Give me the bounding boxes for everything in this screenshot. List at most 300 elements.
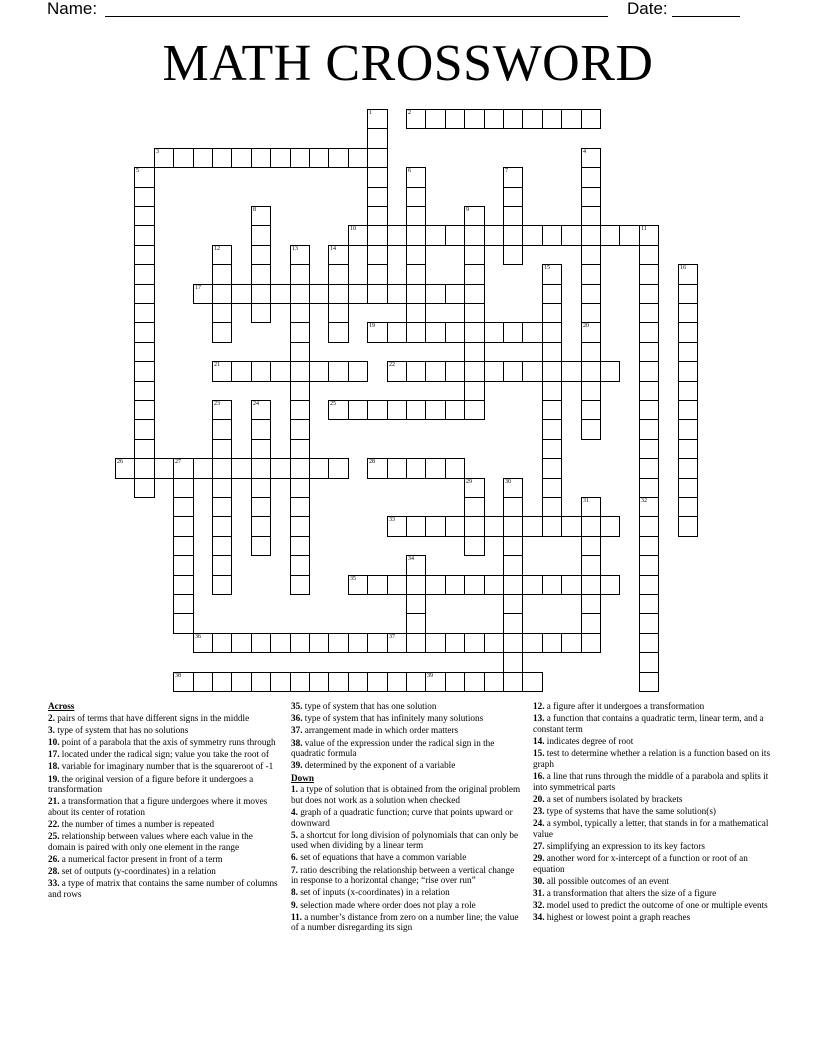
crossword-cell[interactable] — [561, 516, 582, 537]
crossword-cell[interactable] — [581, 148, 601, 168]
crossword-cell[interactable] — [639, 594, 659, 614]
crossword-cell[interactable] — [464, 245, 485, 265]
crossword-cell[interactable] — [367, 672, 388, 692]
crossword-cell[interactable] — [367, 633, 388, 653]
crossword-cell[interactable] — [425, 400, 446, 420]
crossword-cell[interactable] — [367, 284, 388, 304]
crossword-cell[interactable] — [542, 419, 562, 440]
crossword-cell[interactable] — [542, 303, 562, 323]
crossword-cell[interactable] — [406, 322, 426, 343]
crossword-cell[interactable] — [639, 613, 659, 634]
crossword-cell[interactable] — [212, 284, 232, 304]
crossword-cell[interactable] — [270, 284, 291, 304]
crossword-cell[interactable] — [639, 225, 659, 246]
crossword-cell[interactable] — [445, 575, 465, 595]
crossword-cell[interactable] — [367, 458, 388, 479]
crossword-cell[interactable] — [212, 400, 232, 420]
crossword-cell[interactable] — [367, 187, 388, 207]
crossword-cell[interactable] — [387, 633, 407, 653]
crossword-cell[interactable] — [561, 225, 582, 246]
crossword-cell[interactable] — [251, 536, 271, 556]
crossword-cell[interactable] — [639, 458, 659, 479]
crossword-cell[interactable] — [134, 187, 155, 207]
crossword-cell[interactable] — [464, 672, 485, 692]
crossword-cell[interactable] — [387, 284, 407, 304]
crossword-cell[interactable] — [212, 672, 232, 692]
crossword-cell[interactable] — [290, 381, 310, 401]
crossword-cell[interactable] — [406, 303, 426, 323]
crossword-cell[interactable] — [367, 109, 388, 129]
crossword-cell[interactable] — [522, 672, 543, 692]
crossword-cell[interactable] — [134, 381, 155, 401]
crossword-cell[interactable] — [212, 439, 232, 459]
crossword-cell[interactable] — [173, 516, 194, 537]
crossword-cell[interactable] — [367, 575, 388, 595]
crossword-cell[interactable] — [134, 478, 155, 498]
crossword-cell[interactable] — [367, 148, 388, 168]
crossword-cell[interactable] — [445, 516, 465, 537]
crossword-cell[interactable] — [328, 458, 349, 479]
crossword-cell[interactable] — [639, 400, 659, 420]
crossword-cell[interactable] — [251, 303, 271, 323]
crossword-cell[interactable] — [425, 516, 446, 537]
crossword-cell[interactable] — [425, 225, 446, 246]
crossword-cell[interactable] — [406, 400, 426, 420]
crossword-cell[interactable] — [173, 555, 194, 576]
crossword-cell[interactable] — [678, 264, 698, 285]
crossword-cell[interactable] — [212, 264, 232, 285]
crossword-cell[interactable] — [134, 225, 155, 246]
crossword-cell[interactable] — [270, 672, 291, 692]
crossword-cell[interactable] — [503, 516, 523, 537]
crossword-cell[interactable] — [503, 206, 523, 226]
crossword-cell[interactable] — [639, 361, 659, 382]
crossword-cell[interactable] — [173, 458, 194, 479]
crossword-cell[interactable] — [290, 672, 310, 692]
crossword-cell[interactable] — [154, 458, 174, 479]
crossword-cell[interactable] — [348, 361, 368, 382]
crossword-cell[interactable] — [600, 225, 620, 246]
crossword-cell[interactable] — [290, 516, 310, 537]
crossword-cell[interactable] — [542, 264, 562, 285]
crossword-cell[interactable] — [387, 400, 407, 420]
crossword-cell[interactable] — [173, 594, 194, 614]
crossword-cell[interactable] — [231, 361, 252, 382]
crossword-cell[interactable] — [581, 497, 601, 517]
crossword-cell[interactable] — [581, 594, 601, 614]
crossword-cell[interactable] — [212, 575, 232, 595]
crossword-cell[interactable] — [639, 672, 659, 692]
crossword-cell[interactable] — [387, 225, 407, 246]
crossword-cell[interactable] — [425, 672, 446, 692]
crossword-cell[interactable] — [251, 400, 271, 420]
crossword-cell[interactable] — [367, 225, 388, 246]
crossword-cell[interactable] — [522, 225, 543, 246]
crossword-cell[interactable] — [348, 633, 368, 653]
crossword-cell[interactable] — [464, 400, 485, 420]
crossword-cell[interactable] — [406, 516, 426, 537]
crossword-cell[interactable] — [231, 284, 252, 304]
crossword-cell[interactable] — [173, 536, 194, 556]
crossword-cell[interactable] — [503, 322, 523, 343]
crossword-cell[interactable] — [367, 245, 388, 265]
crossword-cell[interactable] — [678, 361, 698, 382]
crossword-cell[interactable] — [639, 342, 659, 362]
crossword-cell[interactable] — [367, 167, 388, 188]
crossword-cell[interactable] — [406, 633, 426, 653]
crossword-cell[interactable] — [290, 264, 310, 285]
crossword-cell[interactable] — [251, 206, 271, 226]
crossword-cell[interactable] — [212, 245, 232, 265]
crossword-cell[interactable] — [484, 322, 504, 343]
crossword-cell[interactable] — [406, 672, 426, 692]
crossword-cell[interactable] — [542, 633, 562, 653]
crossword-cell[interactable] — [639, 633, 659, 653]
crossword-cell[interactable] — [600, 361, 620, 382]
crossword-cell[interactable] — [348, 225, 368, 246]
crossword-cell[interactable] — [193, 458, 213, 479]
crossword-cell[interactable] — [290, 245, 310, 265]
crossword-cell[interactable] — [503, 497, 523, 517]
crossword-cell[interactable] — [425, 284, 446, 304]
crossword-cell[interactable] — [328, 264, 349, 285]
crossword-cell[interactable] — [503, 536, 523, 556]
crossword-cell[interactable] — [503, 613, 523, 634]
crossword-cell[interactable] — [251, 419, 271, 440]
crossword-cell[interactable] — [503, 245, 523, 265]
crossword-cell[interactable] — [212, 458, 232, 479]
crossword-cell[interactable] — [328, 633, 349, 653]
crossword-cell[interactable] — [406, 594, 426, 614]
crossword-cell[interactable] — [387, 458, 407, 479]
crossword-cell[interactable] — [212, 497, 232, 517]
crossword-cell[interactable] — [290, 575, 310, 595]
crossword-cell[interactable] — [406, 109, 426, 129]
crossword-cell[interactable] — [367, 264, 388, 285]
crossword-cell[interactable] — [212, 633, 232, 653]
crossword-cell[interactable] — [134, 284, 155, 304]
crossword-cell[interactable] — [445, 225, 465, 246]
crossword-cell[interactable] — [522, 322, 543, 343]
crossword-cell[interactable] — [445, 284, 465, 304]
crossword-cell[interactable] — [348, 575, 368, 595]
crossword-cell[interactable] — [193, 672, 213, 692]
crossword-cell[interactable] — [581, 206, 601, 226]
crossword-cell[interactable] — [581, 361, 601, 382]
crossword-cell[interactable] — [503, 167, 523, 188]
crossword-cell[interactable] — [464, 497, 485, 517]
crossword-cell[interactable] — [425, 322, 446, 343]
crossword-cell[interactable] — [542, 497, 562, 517]
crossword-cell[interactable] — [212, 303, 232, 323]
crossword-cell[interactable] — [328, 400, 349, 420]
crossword-cell[interactable] — [619, 225, 640, 246]
crossword-cell[interactable] — [173, 478, 194, 498]
crossword-cell[interactable] — [134, 400, 155, 420]
crossword-cell[interactable] — [639, 555, 659, 576]
crossword-cell[interactable] — [251, 672, 271, 692]
crossword-cell[interactable] — [290, 458, 310, 479]
crossword-cell[interactable] — [251, 284, 271, 304]
crossword-cell[interactable] — [639, 652, 659, 673]
crossword-cell[interactable] — [290, 536, 310, 556]
crossword-cell[interactable] — [212, 419, 232, 440]
crossword-cell[interactable] — [484, 109, 504, 129]
crossword-cell[interactable] — [464, 303, 485, 323]
crossword-cell[interactable] — [406, 555, 426, 576]
crossword-cell[interactable] — [503, 225, 523, 246]
crossword-cell[interactable] — [231, 148, 252, 168]
crossword-cell[interactable] — [387, 672, 407, 692]
crossword-cell[interactable] — [406, 575, 426, 595]
crossword-cell[interactable] — [134, 245, 155, 265]
crossword-cell[interactable] — [406, 206, 426, 226]
crossword-cell[interactable] — [406, 264, 426, 285]
crossword-cell[interactable] — [639, 322, 659, 343]
crossword-cell[interactable] — [678, 303, 698, 323]
crossword-cell[interactable] — [464, 206, 485, 226]
crossword-cell[interactable] — [309, 633, 329, 653]
crossword-cell[interactable] — [522, 575, 543, 595]
crossword-cell[interactable] — [542, 400, 562, 420]
crossword-cell[interactable] — [581, 555, 601, 576]
crossword-cell[interactable] — [309, 284, 329, 304]
crossword-cell[interactable] — [464, 342, 485, 362]
crossword-cell[interactable] — [251, 516, 271, 537]
crossword-cell[interactable] — [348, 672, 368, 692]
crossword-cell[interactable] — [134, 303, 155, 323]
crossword-cell[interactable] — [503, 594, 523, 614]
crossword-cell[interactable] — [639, 478, 659, 498]
crossword-cell[interactable] — [348, 400, 368, 420]
crossword-cell[interactable] — [464, 575, 485, 595]
crossword-cell[interactable] — [678, 516, 698, 537]
crossword-cell[interactable] — [503, 361, 523, 382]
crossword-cell[interactable] — [251, 497, 271, 517]
crossword-cell[interactable] — [193, 633, 213, 653]
crossword-cell[interactable] — [639, 245, 659, 265]
crossword-cell[interactable] — [425, 458, 446, 479]
crossword-cell[interactable] — [134, 361, 155, 382]
crossword-cell[interactable] — [581, 284, 601, 304]
crossword-cell[interactable] — [212, 148, 232, 168]
crossword-cell[interactable] — [406, 245, 426, 265]
crossword-cell[interactable] — [251, 478, 271, 498]
crossword-cell[interactable] — [212, 536, 232, 556]
crossword-cell[interactable] — [678, 419, 698, 440]
crossword-cell[interactable] — [270, 148, 291, 168]
crossword-cell[interactable] — [581, 245, 601, 265]
crossword-cell[interactable] — [639, 264, 659, 285]
crossword-cell[interactable] — [425, 361, 446, 382]
crossword-cell[interactable] — [542, 322, 562, 343]
crossword-cell[interactable] — [212, 478, 232, 498]
crossword-cell[interactable] — [503, 652, 523, 673]
crossword-cell[interactable] — [290, 342, 310, 362]
crossword-cell[interactable] — [328, 672, 349, 692]
crossword-cell[interactable] — [678, 342, 698, 362]
crossword-cell[interactable] — [581, 167, 601, 188]
crossword-cell[interactable] — [581, 225, 601, 246]
crossword-cell[interactable] — [639, 419, 659, 440]
crossword-cell[interactable] — [328, 361, 349, 382]
crossword-cell[interactable] — [542, 575, 562, 595]
crossword-cell[interactable] — [581, 381, 601, 401]
crossword-cell[interactable] — [387, 361, 407, 382]
crossword-cell[interactable] — [212, 361, 232, 382]
crossword-cell[interactable] — [503, 187, 523, 207]
crossword-cell[interactable] — [328, 284, 349, 304]
crossword-cell[interactable] — [445, 458, 465, 479]
crossword-cell[interactable] — [251, 439, 271, 459]
crossword-cell[interactable] — [406, 187, 426, 207]
crossword-cell[interactable] — [367, 322, 388, 343]
crossword-cell[interactable] — [639, 284, 659, 304]
crossword-cell[interactable] — [290, 361, 310, 382]
crossword-cell[interactable] — [581, 536, 601, 556]
crossword-cell[interactable] — [290, 555, 310, 576]
crossword-cell[interactable] — [484, 633, 504, 653]
crossword-cell[interactable] — [231, 633, 252, 653]
crossword-cell[interactable] — [561, 361, 582, 382]
crossword-cell[interactable] — [542, 225, 562, 246]
crossword-cell[interactable] — [251, 264, 271, 285]
crossword-cell[interactable] — [639, 381, 659, 401]
crossword-cell[interactable] — [464, 225, 485, 246]
crossword-cell[interactable] — [406, 361, 426, 382]
crossword-cell[interactable] — [600, 516, 620, 537]
crossword-cell[interactable] — [484, 672, 504, 692]
crossword-cell[interactable] — [581, 342, 601, 362]
crossword-cell[interactable] — [309, 458, 329, 479]
crossword-cell[interactable] — [251, 361, 271, 382]
crossword-cell[interactable] — [464, 536, 485, 556]
crossword-cell[interactable] — [542, 342, 562, 362]
crossword-cell[interactable] — [425, 109, 446, 129]
crossword-cell[interactable] — [134, 439, 155, 459]
crossword-cell[interactable] — [678, 439, 698, 459]
crossword-cell[interactable] — [387, 516, 407, 537]
crossword-cell[interactable] — [134, 419, 155, 440]
crossword-cell[interactable] — [581, 575, 601, 595]
crossword-cell[interactable] — [290, 303, 310, 323]
crossword-cell[interactable] — [522, 361, 543, 382]
crossword-cell[interactable] — [542, 361, 562, 382]
crossword-cell[interactable] — [270, 633, 291, 653]
crossword-cell[interactable] — [503, 478, 523, 498]
crossword-cell[interactable] — [678, 458, 698, 479]
crossword-cell[interactable] — [464, 361, 485, 382]
crossword-cell[interactable] — [464, 322, 485, 343]
crossword-cell[interactable] — [134, 264, 155, 285]
crossword-cell[interactable] — [581, 109, 601, 129]
crossword-cell[interactable] — [503, 109, 523, 129]
crossword-cell[interactable] — [581, 613, 601, 634]
crossword-cell[interactable] — [464, 478, 485, 498]
crossword-cell[interactable] — [387, 322, 407, 343]
crossword-cell[interactable] — [290, 633, 310, 653]
crossword-cell[interactable] — [290, 400, 310, 420]
crossword-cell[interactable] — [678, 497, 698, 517]
crossword-cell[interactable] — [561, 575, 582, 595]
crossword-cell[interactable] — [581, 187, 601, 207]
crossword-cell[interactable] — [134, 322, 155, 343]
crossword-cell[interactable] — [270, 458, 291, 479]
crossword-cell[interactable] — [173, 613, 194, 634]
crossword-cell[interactable] — [367, 400, 388, 420]
crossword-cell[interactable] — [406, 284, 426, 304]
crossword-cell[interactable] — [251, 245, 271, 265]
crossword-cell[interactable] — [445, 361, 465, 382]
crossword-cell[interactable] — [290, 322, 310, 343]
crossword-cell[interactable] — [348, 148, 368, 168]
crossword-cell[interactable] — [542, 458, 562, 479]
crossword-cell[interactable] — [290, 419, 310, 440]
crossword-cell[interactable] — [503, 575, 523, 595]
crossword-cell[interactable] — [406, 225, 426, 246]
crossword-cell[interactable] — [173, 672, 194, 692]
crossword-cell[interactable] — [290, 148, 310, 168]
crossword-cell[interactable] — [134, 206, 155, 226]
crossword-cell[interactable] — [328, 322, 349, 343]
crossword-cell[interactable] — [406, 167, 426, 188]
crossword-cell[interactable] — [134, 167, 155, 188]
crossword-cell[interactable] — [522, 109, 543, 129]
crossword-cell[interactable] — [522, 516, 543, 537]
crossword-cell[interactable] — [270, 361, 291, 382]
crossword-cell[interactable] — [406, 613, 426, 634]
crossword-cell[interactable] — [581, 400, 601, 420]
crossword-cell[interactable] — [445, 322, 465, 343]
crossword-cell[interactable] — [425, 575, 446, 595]
crossword-cell[interactable] — [484, 575, 504, 595]
crossword-cell[interactable] — [600, 575, 620, 595]
crossword-cell[interactable] — [581, 633, 601, 653]
crossword-cell[interactable] — [639, 516, 659, 537]
crossword-cell[interactable] — [445, 633, 465, 653]
crossword-cell[interactable] — [367, 206, 388, 226]
crossword-cell[interactable] — [193, 148, 213, 168]
crossword-cell[interactable] — [542, 381, 562, 401]
crossword-cell[interactable] — [581, 322, 601, 343]
crossword-cell[interactable] — [406, 458, 426, 479]
crossword-cell[interactable] — [328, 303, 349, 323]
crossword-cell[interactable] — [309, 672, 329, 692]
crossword-cell[interactable] — [678, 478, 698, 498]
crossword-cell[interactable] — [387, 575, 407, 595]
crossword-cell[interactable] — [328, 148, 349, 168]
crossword-cell[interactable] — [193, 284, 213, 304]
crossword-cell[interactable] — [290, 439, 310, 459]
crossword-cell[interactable] — [251, 633, 271, 653]
crossword-cell[interactable] — [522, 633, 543, 653]
crossword-cell[interactable] — [115, 458, 135, 479]
crossword-cell[interactable] — [464, 633, 485, 653]
crossword-cell[interactable] — [309, 148, 329, 168]
crossword-cell[interactable] — [484, 361, 504, 382]
crossword-cell[interactable] — [639, 536, 659, 556]
crossword-cell[interactable] — [290, 478, 310, 498]
crossword-cell[interactable] — [678, 381, 698, 401]
crossword-cell[interactable] — [484, 516, 504, 537]
crossword-cell[interactable] — [134, 342, 155, 362]
crossword-cell[interactable] — [464, 381, 485, 401]
crossword-cell[interactable] — [503, 633, 523, 653]
crossword-cell[interactable] — [639, 497, 659, 517]
crossword-cell[interactable] — [542, 284, 562, 304]
crossword-cell[interactable] — [445, 672, 465, 692]
crossword-cell[interactable] — [639, 575, 659, 595]
